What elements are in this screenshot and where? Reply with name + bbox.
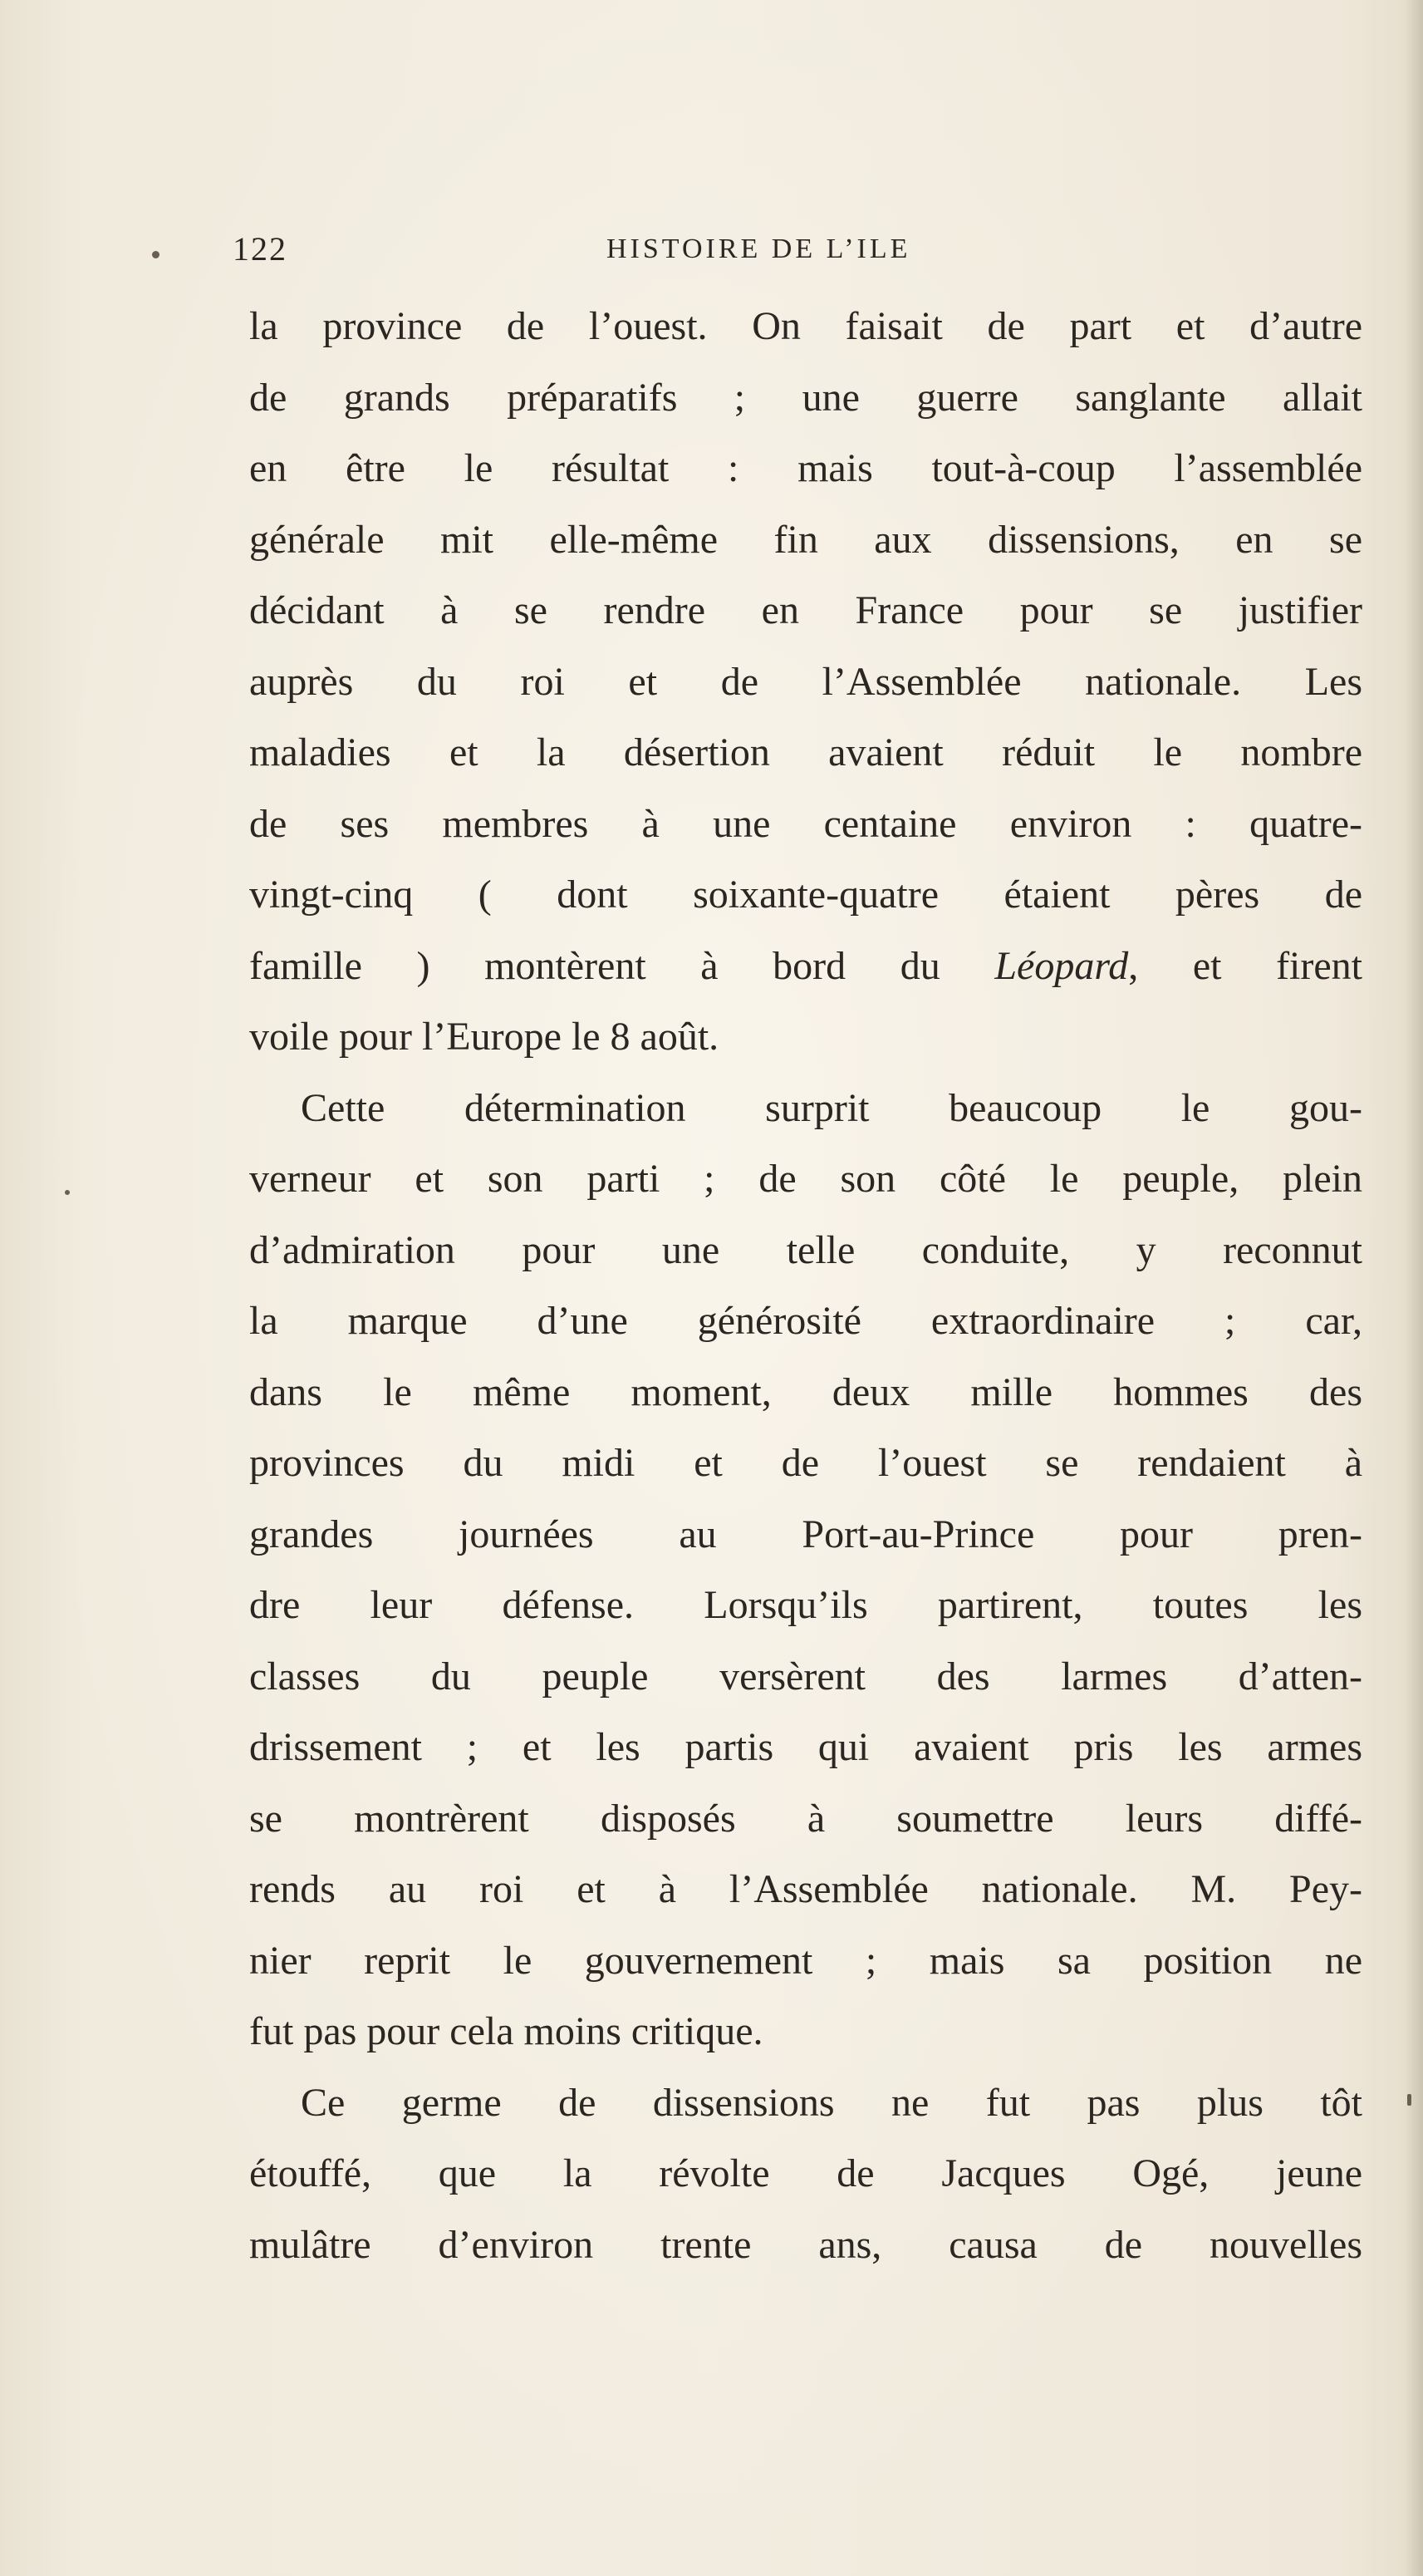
text-line: Cette détermination surprit beaucoup le gou- [301,1085,1362,1130]
text-line: mulâtre d’environ trente ans, causa de nouvelles [249,2222,1362,2267]
text-line: drissement ; et les partis qui avaient pris les armes [249,1725,1362,1769]
text-line: se montrèrent disposés à soumettre leurs diffé- [249,1796,1362,1841]
text-line: rends au roi et à l’Assemblée nationale. M. Pey- [249,1867,1362,1911]
text-line: dre leur défense. Lorsqu’ils partirent, toutes les [249,1583,1362,1627]
text-line: vingt-cinq ( dont soixante-quatre étaient pères de [249,873,1362,917]
text-line: maladies et la désertion avaient réduit le nombre [249,730,1362,774]
text-segment: famille ) montèrent à bord du [249,943,940,988]
text-line: de grands préparatifs ; une guerre sanglante allait [249,375,1362,420]
page-header [233,224,1005,274]
text-segment: , et firent [1128,943,1363,988]
text-line: auprès du roi et de l’Assemblée nationale. Les [249,659,1362,704]
text-line: la province de l’ouest. On faisait de part et d’autre [249,304,1362,348]
text-line: fut pas pour cela moins critique. [249,2009,763,2053]
text-line: étouffé, que la révolte de Jacques Ogé, jeune [249,2151,1362,2195]
text-line: classes du peuple versèrent des larmes d’atten- [249,1654,1362,1698]
text-line: la marque d’une générosité extraordinaire ; car, [249,1299,1362,1343]
text-line: provinces du midi et de l’ouest se rendaient à [249,1441,1362,1485]
body-text [249,291,1362,2280]
text-line: verneur et son parti ; de son côté le peuple, plein [249,1157,1362,1201]
ink-speck [1407,2094,1411,2106]
text-line: grandes journées au Port-au-Prince pour pren- [249,1512,1362,1556]
ink-speck [152,251,159,258]
text-line [249,931,1362,1002]
text-line: décidant à se rendre en France pour se justifier [249,588,1362,632]
text-line: Ce germe de dissensions ne fut pas plus tôt [301,2080,1362,2125]
text-line: générale mit elle-même fin aux dissensions, en se [249,517,1362,562]
text-line: d’admiration pour une telle conduite, y reconnut [249,1227,1362,1272]
text-line: dans le même moment, deux mille hommes des [249,1369,1362,1414]
text-line: voile pour l’Europe le 8 août. [249,1015,719,1059]
running-title: HISTOIRE DE L’ILE [606,234,911,264]
page-number: 122 [233,230,287,268]
text-line: nier reprit le gouvernement ; mais sa position ne [249,1938,1362,1983]
page-edge-shadow [1405,0,1423,2576]
ship-name: Léopard [994,943,1129,988]
text-line: de ses membres à une centaine environ : quatre- [249,801,1362,846]
text-line: en être le résultat : mais tout-à-coup l’assemblée [249,446,1362,490]
ink-speck [65,1190,70,1195]
